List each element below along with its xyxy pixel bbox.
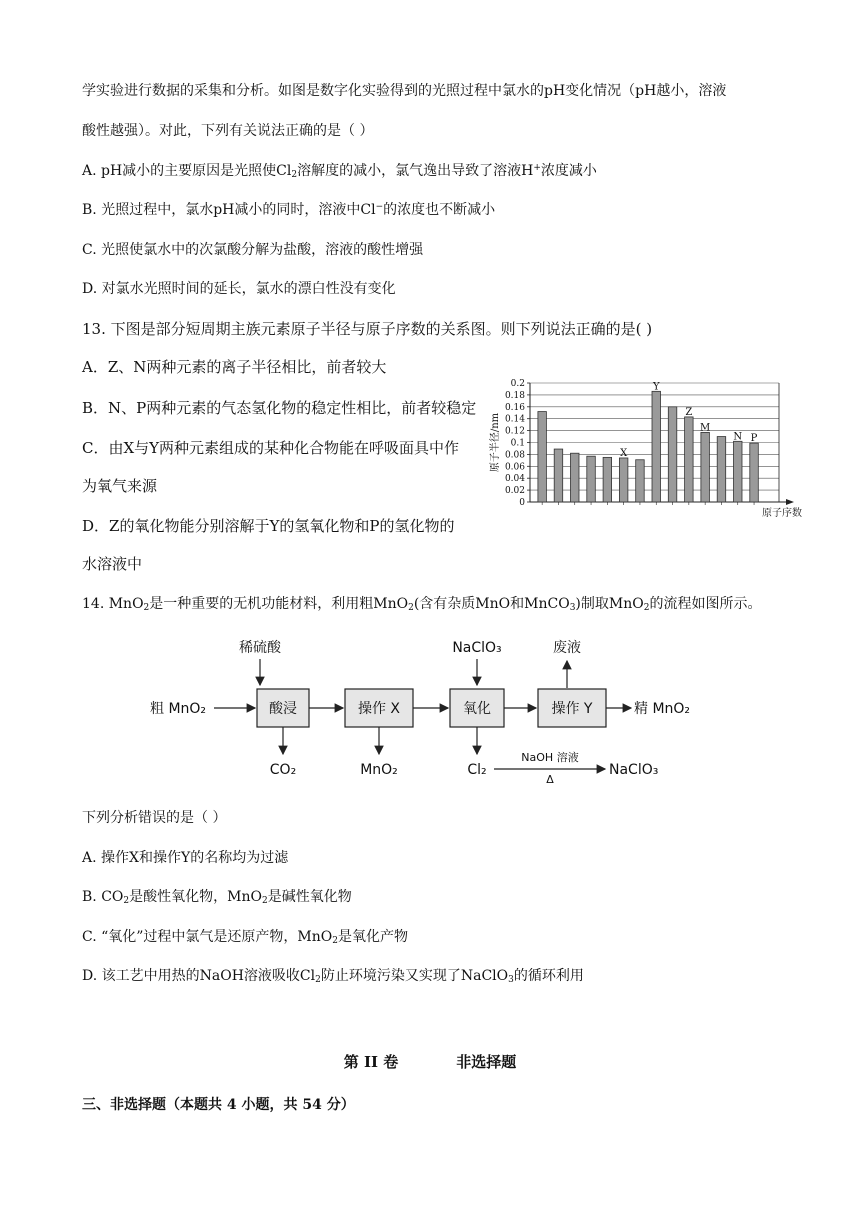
q14-stem: 14. MnO$_2$是一种重要的无机功能材料，利用粗MnO$_2$(含有杂质MnO和MnCO$_3$)制取MnO$_2$的流程如图所示。	[82, 596, 762, 613]
chart-bar	[701, 432, 710, 502]
section-title: 第 II 卷 非选择题	[343, 1053, 517, 1071]
chart-bar	[571, 453, 580, 502]
chart-y-label: 原子半径/nm	[490, 412, 501, 473]
chart-bar-label: X	[620, 447, 628, 459]
flow-output: 精 MnO₂	[634, 701, 691, 717]
q13-stem: 13. 下图是部分短周期主族元素原子半径与原子序数的关系图。则下列说法正确的是( )	[82, 320, 653, 338]
chart-bar-label: Z	[685, 406, 693, 418]
section-heading: 三、非选择题（本题共 4 小题，共 54 分）	[82, 1097, 355, 1113]
svg-text:操作 Y: 操作 Y	[551, 701, 593, 717]
intro-line-2: 酸性越强）。对此，下列有关说法正确的是（ ）	[82, 123, 374, 139]
flow-condition-top: NaOH 溶液	[521, 751, 579, 764]
chart-bar	[587, 456, 596, 502]
q13-option-a: A．Z、N两种元素的离子半径相比，前者较大	[82, 358, 387, 376]
flow-bottom-1: CO₂	[269, 762, 297, 778]
chart-y-tick-label: 0.12	[504, 426, 525, 437]
chart-bar	[734, 441, 743, 502]
flow-top-4: 废液	[553, 640, 581, 656]
chart-bar	[750, 443, 759, 502]
chart-bar	[717, 437, 726, 502]
intro-line-1: 学实验进行数据的采集和分析。如图是数字化实验得到的光照过程中氯水的pH变化情况（pH越小，溶液	[82, 83, 727, 99]
atomic-radius-chart	[488, 376, 818, 521]
q14-option-b: B. $CO_2$是酸性氧化物，MnO$_2$是碱性氧化物	[82, 889, 352, 906]
q14-option-a: A. 操作X和操作Y的名称均为过滤	[82, 850, 289, 866]
chart-y-tick-label: 0	[519, 498, 525, 508]
chart-bar-label: M	[700, 422, 711, 434]
chart-y-tick-label: 0.06	[504, 462, 525, 473]
flow-bottom-3-product: NaClO₃	[609, 762, 659, 778]
q12-option-a: A. pH减小的主要原因是光照使$Cl_2$溶解度的减小，氯气逸出导致了溶液H+浓度减小	[82, 163, 597, 180]
flow-bottom-3: Cl₂	[467, 762, 487, 778]
chart-bar	[668, 407, 677, 502]
chart-bar	[538, 412, 547, 502]
chart-bar	[619, 458, 628, 502]
q14-after: 下列分析错误的是（ ）	[82, 810, 227, 826]
chart-x-label: 原子序数	[762, 508, 802, 519]
svg-text:操作 X: 操作 X	[357, 701, 401, 717]
chart-bar	[636, 460, 645, 502]
q13-option-c-line1: C．由X与Y两种元素组成的某种化合物能在呼吸面具中作	[82, 439, 460, 457]
q14-option-c: C. “氧化”过程中氯气是还原产物，MnO$_2$是氧化产物	[82, 929, 408, 946]
chart-y-tick-label: 0.16	[504, 402, 525, 413]
q14-option-d: D. 该工艺中用热的NaOH溶液吸收$Cl_2$防止环境污染又实现了NaClO$_3$的循环利用	[82, 968, 584, 985]
chart-bar	[554, 449, 563, 502]
svg-text:酸浸: 酸浸	[269, 701, 297, 717]
chart-y-tick-label: 0.14	[504, 414, 525, 425]
q13-option-b: B．N、P两种元素的气态氢化物的稳定性相比，前者较稳定	[82, 399, 477, 417]
chart-bar-label: Y	[652, 381, 660, 393]
process-flow-diagram	[150, 632, 710, 784]
chart-y-tick-label: 0.1	[510, 438, 525, 449]
flow-top-3: NaClO₃	[452, 640, 502, 656]
flow-input: 粗 MnO₂	[150, 701, 207, 717]
chart-y-tick-label: 0.08	[504, 450, 525, 461]
chart-y-tick-label: 0.02	[504, 486, 525, 497]
chart-y-tick-label: 0.2	[510, 379, 525, 389]
chart-x-axis-arrow	[786, 499, 794, 505]
q13-option-d-line1: D．Z的氧化物能分别溶解于Y的氢氧化物和P的氢化物的	[82, 517, 455, 535]
chart-y-tick-label: 0.18	[504, 390, 525, 401]
chart-bar	[685, 417, 694, 502]
chart-bar-label: N	[733, 431, 743, 443]
chart-y-tick-label: 0.04	[504, 474, 525, 485]
svg-text:氧化: 氧化	[463, 701, 491, 717]
chart-bar	[603, 457, 612, 502]
flow-top-1: 稀硫酸	[239, 640, 281, 656]
q13-option-c-line2: 为氧气来源	[82, 477, 158, 495]
q13-option-d-line2: 水溶液中	[82, 555, 143, 573]
flow-bottom-2: MnO₂	[360, 762, 398, 778]
q12-option-b: B. 光照过程中，氯水pH减小的同时，溶液中Cl−的浓度也不断减小	[82, 202, 496, 218]
q12-option-d: D. 对氯水光照时间的延长，氯水的漂白性没有变化	[82, 281, 396, 297]
q12-option-c: C. 光照使氯水中的次氯酸分解为盐酸，溶液的酸性增强	[82, 242, 424, 258]
chart-bar-label: P	[750, 433, 758, 445]
chart-bar	[652, 391, 661, 502]
flow-condition-bottom: Δ	[546, 773, 554, 784]
